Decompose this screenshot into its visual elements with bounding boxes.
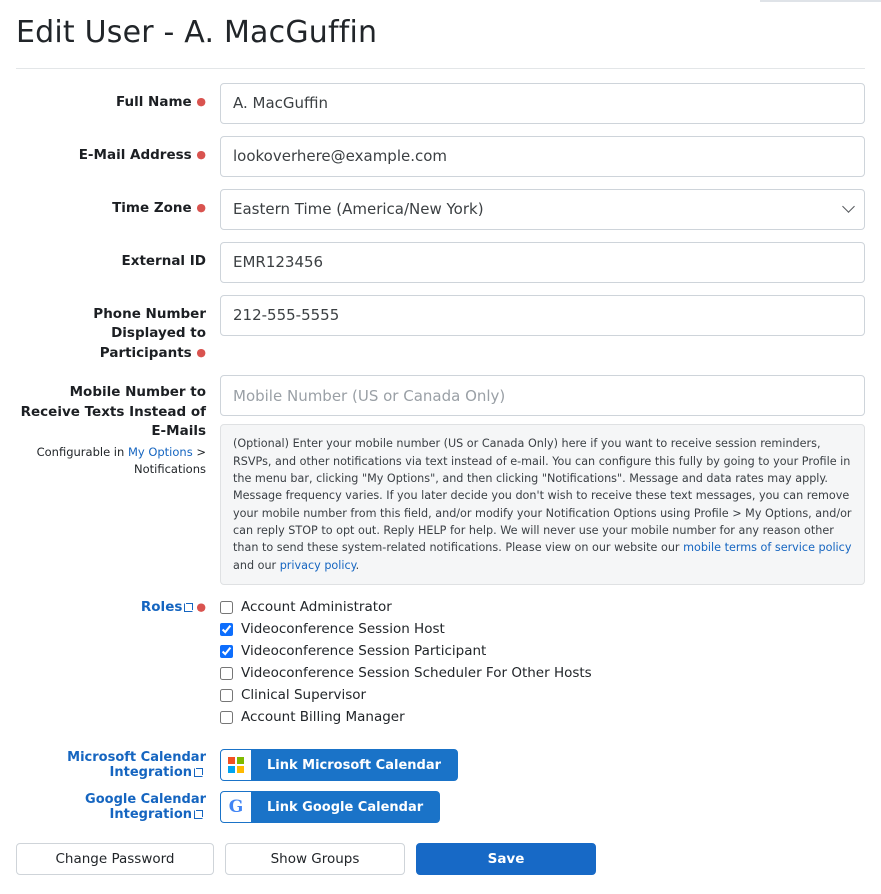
label-phone-displayed xyxy=(16,295,220,364)
field-full-name xyxy=(220,83,865,124)
field-row-external-id xyxy=(16,242,865,283)
link-google-calendar-button[interactable] xyxy=(220,791,440,823)
role-checkbox[interactable] xyxy=(220,711,233,724)
external-link-icon xyxy=(184,603,193,612)
link-microsoft-calendar-label: Link Microsoft Calendar xyxy=(267,757,442,773)
field-google-calendar xyxy=(220,791,865,823)
link-microsoft-calendar-button[interactable] xyxy=(220,749,458,781)
required-marker: ● xyxy=(196,345,206,359)
top-divider xyxy=(760,0,881,2)
label-email xyxy=(16,136,220,166)
google-logo-icon xyxy=(221,792,251,822)
required-marker: ● xyxy=(196,200,206,214)
row-google-calendar xyxy=(16,791,865,823)
label-mobile-texts-text: Mobile Number to Receive Texts Instead of E-Mails xyxy=(20,384,206,440)
field-row-roles xyxy=(16,599,865,731)
time-zone-select[interactable] xyxy=(220,189,865,230)
field-email xyxy=(220,136,865,177)
label-google-calendar-text: Google Calendar Integration xyxy=(85,792,206,823)
google-logo-glyph: G xyxy=(228,796,244,817)
role-label: Clinical Supervisor xyxy=(241,687,367,704)
label-time-zone-text: Time Zone xyxy=(112,199,192,216)
label-external-id xyxy=(16,242,220,272)
edit-user-form xyxy=(0,69,881,824)
link-google-calendar-label: Link Google Calendar xyxy=(267,799,424,815)
role-item-videoconference-session-scheduler[interactable] xyxy=(220,665,865,681)
role-label: Account Billing Manager xyxy=(241,709,405,726)
page-title: Edit User - A. MacGuffin xyxy=(16,15,378,50)
email-input[interactable] xyxy=(220,136,865,177)
label-roles xyxy=(16,599,220,615)
role-label: Videoconference Session Participant xyxy=(241,643,487,660)
note-text-3: . xyxy=(355,558,360,572)
external-id-input[interactable] xyxy=(220,242,865,283)
full-name-input[interactable] xyxy=(220,83,865,124)
save-button[interactable]: Save xyxy=(416,843,596,875)
role-checkbox[interactable] xyxy=(220,623,233,636)
my-options-link[interactable]: My Options xyxy=(127,444,193,459)
mobile-number-input[interactable] xyxy=(220,375,865,416)
mobile-texts-sublabel xyxy=(16,444,206,479)
mobile-terms-link[interactable]: mobile terms of service policy xyxy=(683,541,852,555)
field-external-id xyxy=(220,242,865,283)
microsoft-logo-icon xyxy=(221,750,251,780)
mobile-number-note xyxy=(220,424,865,585)
field-mobile-texts xyxy=(220,375,865,585)
external-link-icon xyxy=(194,768,203,777)
role-item-account-billing-manager[interactable] xyxy=(220,709,865,725)
privacy-policy-link[interactable]: privacy policy xyxy=(279,558,356,572)
role-checkbox[interactable] xyxy=(220,645,233,658)
role-checkbox[interactable] xyxy=(220,689,233,702)
roles-checkbox-list xyxy=(220,599,865,731)
phone-displayed-input[interactable] xyxy=(220,295,865,336)
required-marker: ● xyxy=(196,94,206,108)
sublabel-prefix: Configurable in xyxy=(36,444,128,459)
field-row-full-name xyxy=(16,83,865,124)
role-item-account-administrator[interactable] xyxy=(220,599,865,615)
field-time-zone xyxy=(220,189,865,230)
sublabel-suffix: > Notifications xyxy=(134,444,206,477)
label-microsoft-calendar-text: Microsoft Calendar Integration xyxy=(67,750,206,781)
label-google-calendar xyxy=(16,792,220,822)
label-email-text: E-Mail Address xyxy=(78,146,192,163)
role-checkbox[interactable] xyxy=(220,667,233,680)
label-full-name xyxy=(16,83,220,113)
label-mobile-texts xyxy=(16,375,220,478)
label-microsoft-calendar xyxy=(16,750,220,780)
field-row-phone-displayed xyxy=(16,295,865,364)
label-full-name-text: Full Name xyxy=(115,93,192,110)
role-item-clinical-supervisor[interactable] xyxy=(220,687,865,703)
role-item-videoconference-session-participant[interactable] xyxy=(220,643,865,659)
required-marker: ● xyxy=(196,600,206,614)
role-label: Videoconference Session Scheduler For Other Hosts xyxy=(241,665,592,682)
role-label: Account Administrator xyxy=(241,599,392,616)
role-item-videoconference-session-host[interactable] xyxy=(220,621,865,637)
form-actions xyxy=(0,833,881,875)
required-marker: ● xyxy=(196,147,206,161)
change-password-button[interactable]: Change Password xyxy=(16,843,214,875)
role-checkbox[interactable] xyxy=(220,601,233,614)
field-phone-displayed xyxy=(220,295,865,336)
show-groups-button[interactable]: Show Groups xyxy=(225,843,405,875)
label-roles-text: Roles xyxy=(140,599,183,616)
role-label: Videoconference Session Host xyxy=(241,621,445,638)
field-microsoft-calendar xyxy=(220,749,865,781)
label-phone-displayed-text: Phone Number Displayed to Participants xyxy=(93,305,206,361)
label-time-zone xyxy=(16,189,220,219)
field-row-time-zone xyxy=(16,189,865,230)
row-microsoft-calendar xyxy=(16,749,865,781)
note-text-1: (Optional) Enter your mobile number (US or Canada Only) here if you want to receive session reminders, RSVPs, and other notifications via text instead of e-mail. You can configure this fully by going to your Profile in the menu bar, clicking "My Options", and then clicking "Notifications". Message and data rates may apply. Message frequency varies. If you later decide you don't wish to receive these text messages, you can remove your mobile number from this field, and/or modify your Notification Options using Profile > My Options, and/or can reply STOP to opt out. Reply HELP for help. We will never use your mobile number for any reason other than to send these system-related notifications. Please view on our website our xyxy=(233,437,852,555)
note-text-2: and our xyxy=(233,558,280,572)
external-link-icon xyxy=(194,810,203,819)
label-external-id-text: External ID xyxy=(121,252,206,269)
field-row-email xyxy=(16,136,865,177)
field-row-mobile-texts xyxy=(16,375,865,585)
